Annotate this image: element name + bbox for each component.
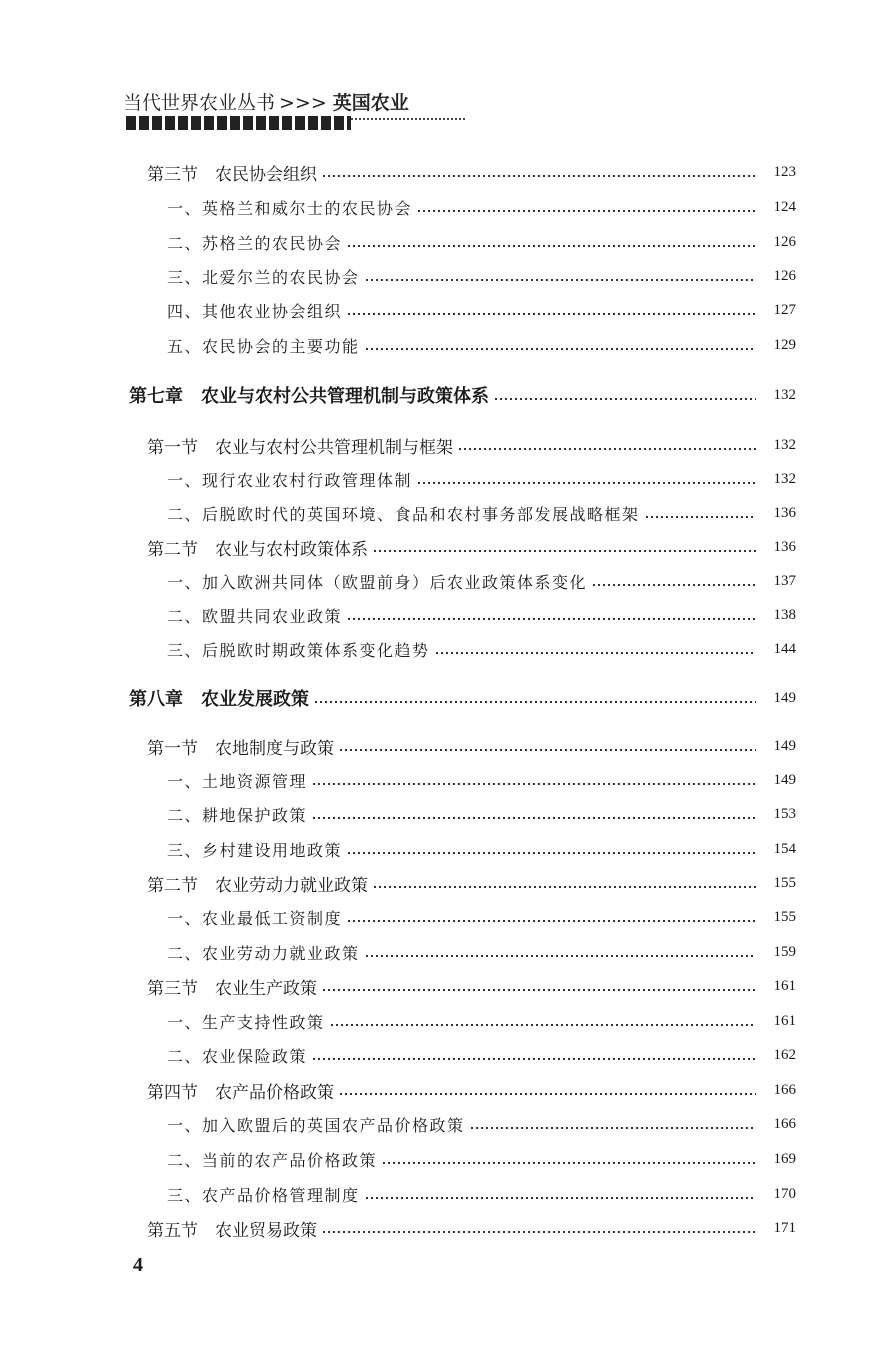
toc-entry-page: 153 bbox=[773, 805, 796, 822]
series-title: 当代世界农业丛书 bbox=[123, 92, 276, 114]
toc-entry-title: 三、农产品价格管理制度 bbox=[167, 1185, 360, 1205]
toc-item-entry[interactable] bbox=[167, 799, 796, 829]
toc-item-entry[interactable] bbox=[167, 227, 796, 257]
toc-entry-title: 第一节 农地制度与政策 bbox=[147, 738, 334, 759]
dot-leader bbox=[313, 1058, 756, 1060]
toc-entry-page: 159 bbox=[773, 943, 796, 960]
toc-item-entry[interactable] bbox=[167, 834, 796, 864]
dot-leader bbox=[459, 448, 756, 450]
dot-leader bbox=[348, 920, 756, 922]
toc-item-entry[interactable] bbox=[167, 1144, 796, 1174]
toc-entry-title: 二、农业劳动力就业政策 bbox=[167, 943, 360, 963]
toc-item-entry[interactable] bbox=[167, 1040, 796, 1070]
toc-entry-page: 171 bbox=[773, 1219, 796, 1236]
toc-item-entry[interactable] bbox=[167, 261, 796, 291]
dot-leader bbox=[436, 652, 756, 654]
toc-entry-title: 三、北爱尔兰的农民协会 bbox=[167, 267, 360, 287]
toc-item-entry[interactable] bbox=[167, 1179, 796, 1209]
toc-entry-title: 一、英格兰和威尔士的农民协会 bbox=[167, 198, 413, 218]
toc-entry-title: 二、耕地保护政策 bbox=[167, 805, 308, 825]
dot-leader bbox=[495, 398, 756, 400]
toc-entry-title: 第三节 农业生产政策 bbox=[147, 978, 317, 999]
toc-item-entry[interactable] bbox=[167, 295, 796, 325]
toc-entry-page: 161 bbox=[773, 977, 796, 994]
dot-leader bbox=[374, 550, 756, 552]
toc-entry-title: 第二节 农业与农村政策体系 bbox=[147, 539, 368, 560]
toc-item-entry[interactable] bbox=[167, 464, 796, 494]
toc-entry-title: 第一节 农业与农村公共管理机制与框架 bbox=[147, 437, 453, 458]
dot-leader bbox=[323, 989, 756, 991]
toc-item-entry[interactable] bbox=[167, 600, 796, 630]
dot-leader bbox=[366, 1197, 756, 1199]
toc-entry-title: 一、农业最低工资制度 bbox=[167, 908, 343, 928]
toc-item-entry[interactable] bbox=[167, 330, 796, 360]
toc-item-entry[interactable] bbox=[167, 1109, 796, 1139]
toc-entry-title: 五、农民协会的主要功能 bbox=[167, 336, 360, 356]
toc-entry-title: 第二节 农业劳动力就业政策 bbox=[147, 875, 368, 896]
dot-leader bbox=[646, 516, 756, 518]
toc-entry-page: 161 bbox=[773, 1012, 796, 1029]
header-separator: >>> bbox=[279, 92, 327, 114]
toc-section-entry[interactable] bbox=[147, 731, 796, 761]
toc-entry-title: 一、加入欧洲共同体（欧盟前身）后农业政策体系变化 bbox=[167, 572, 588, 592]
dot-leader bbox=[348, 618, 756, 620]
toc-entry-title: 第八章 农业发展政策 bbox=[129, 689, 309, 710]
toc-entry-page: 138 bbox=[773, 606, 796, 623]
toc-section-entry[interactable] bbox=[147, 157, 796, 187]
toc-entry-title: 一、加入欧盟后的英国农产品价格政策 bbox=[167, 1115, 465, 1135]
dot-leader bbox=[471, 1127, 756, 1129]
toc-item-entry[interactable] bbox=[167, 566, 796, 596]
toc-entry-page: 126 bbox=[773, 267, 796, 284]
toc-entry-page: 166 bbox=[773, 1115, 796, 1132]
toc-entry-title: 二、当前的农产品价格政策 bbox=[167, 1150, 378, 1170]
toc-entry-page: 136 bbox=[773, 504, 796, 521]
toc-item-entry[interactable] bbox=[167, 498, 796, 528]
toc-entry-page: 132 bbox=[773, 470, 796, 487]
toc-section-entry[interactable] bbox=[147, 430, 796, 460]
toc-entry-page: 166 bbox=[773, 1081, 796, 1098]
toc-entry-page: 149 bbox=[773, 771, 796, 788]
toc-entry-page: 149 bbox=[773, 737, 796, 754]
toc-item-entry[interactable] bbox=[167, 634, 796, 664]
toc-entry-title: 一、土地资源管理 bbox=[167, 771, 308, 791]
toc-entry-page: 169 bbox=[773, 1150, 796, 1167]
dot-leader bbox=[366, 279, 756, 281]
toc-entry-page: 137 bbox=[773, 572, 796, 589]
toc-item-entry[interactable] bbox=[167, 1006, 796, 1036]
dot-leader bbox=[366, 955, 756, 957]
toc-entry-page: 136 bbox=[773, 538, 796, 555]
dot-leader bbox=[323, 1231, 756, 1233]
toc-entry-page: 124 bbox=[773, 198, 796, 215]
toc-entry-page: 155 bbox=[773, 908, 796, 925]
toc-entry-page: 170 bbox=[773, 1185, 796, 1202]
dot-leader bbox=[315, 701, 756, 703]
dot-leader bbox=[348, 245, 756, 247]
toc-section-entry[interactable] bbox=[147, 1213, 796, 1243]
toc-chapter-entry[interactable] bbox=[129, 380, 796, 410]
toc-entry-title: 第五节 农业贸易政策 bbox=[147, 1220, 317, 1241]
dot-leader bbox=[313, 817, 756, 819]
toc-entry-page: 132 bbox=[773, 436, 796, 453]
toc-entry-page: 123 bbox=[773, 163, 796, 180]
toc-entry-title: 二、欧盟共同农业政策 bbox=[167, 606, 343, 626]
dot-leader bbox=[313, 783, 756, 785]
toc-entry-page: 126 bbox=[773, 233, 796, 250]
book-title: 英国农业 bbox=[332, 92, 409, 114]
toc-item-entry[interactable] bbox=[167, 937, 796, 967]
dot-leader bbox=[340, 749, 756, 751]
toc-entry-title: 第四节 农产品价格政策 bbox=[147, 1082, 334, 1103]
toc-chapter-entry[interactable] bbox=[129, 683, 796, 713]
toc-entry-page: 149 bbox=[773, 689, 796, 706]
toc-item-entry[interactable] bbox=[167, 765, 796, 795]
toc-entry-title: 三、乡村建设用地政策 bbox=[167, 840, 343, 860]
toc-entry-title: 二、苏格兰的农民协会 bbox=[167, 233, 343, 253]
toc-entry-title: 一、现行农业农村行政管理体制 bbox=[167, 470, 413, 490]
dot-leader bbox=[374, 886, 756, 888]
toc-entry-page: 127 bbox=[773, 301, 796, 318]
dot-leader bbox=[418, 210, 756, 212]
page-number: 4 bbox=[133, 1254, 143, 1276]
dot-leader bbox=[383, 1162, 756, 1164]
toc-entry-page: 129 bbox=[773, 336, 796, 353]
toc-section-entry[interactable] bbox=[147, 1075, 796, 1105]
toc-entry-title: 第七章 农业与农村公共管理机制与政策体系 bbox=[129, 386, 489, 407]
toc-entry-page: 155 bbox=[773, 874, 796, 891]
toc-entry-title: 四、其他农业协会组织 bbox=[167, 301, 343, 321]
toc-entry-title: 第三节 农民协会组织 bbox=[147, 164, 317, 185]
toc-section-entry[interactable] bbox=[147, 532, 796, 562]
dot-leader bbox=[323, 175, 756, 177]
toc-section-entry[interactable] bbox=[147, 971, 796, 1001]
dot-leader bbox=[348, 313, 756, 315]
dot-leader bbox=[348, 852, 756, 854]
toc-section-entry[interactable] bbox=[147, 868, 796, 898]
dot-leader bbox=[340, 1093, 756, 1095]
dot-leader bbox=[366, 348, 756, 350]
toc-item-entry[interactable] bbox=[167, 902, 796, 932]
toc-item-entry[interactable] bbox=[167, 192, 796, 222]
toc-entry-page: 162 bbox=[773, 1046, 796, 1063]
toc-entry-title: 二、后脱欧时代的英国环境、食品和农村事务部发展战略框架 bbox=[167, 504, 640, 524]
toc-entry-page: 132 bbox=[773, 386, 796, 403]
dot-leader bbox=[418, 482, 756, 484]
toc-entry-page: 154 bbox=[773, 840, 796, 857]
toc-entry-title: 一、生产支持性政策 bbox=[167, 1012, 325, 1032]
toc-entry-page: 144 bbox=[773, 640, 796, 657]
toc-entry-title: 三、后脱欧时期政策体系变化趋势 bbox=[167, 640, 430, 660]
dot-leader bbox=[331, 1024, 756, 1026]
dot-leader bbox=[593, 584, 756, 586]
toc-entry-title: 二、农业保险政策 bbox=[167, 1046, 308, 1066]
